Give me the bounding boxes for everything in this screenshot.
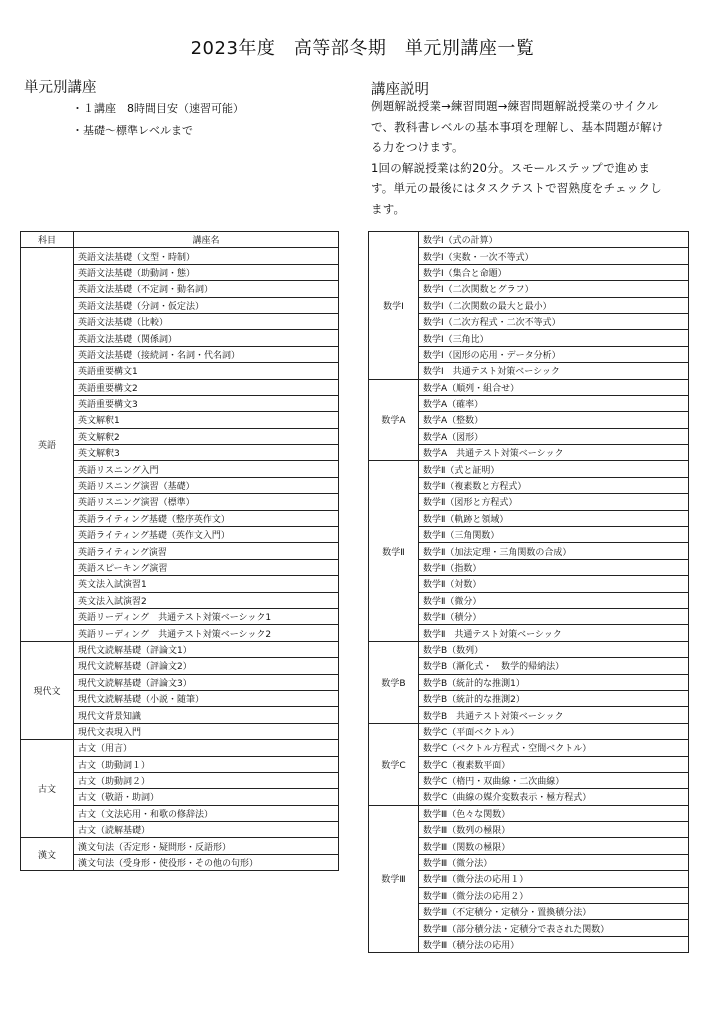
subject-cell: 数学Ⅲ bbox=[369, 805, 419, 953]
course-cell: 数学Ⅲ（微分法の応用２） bbox=[419, 887, 689, 903]
right-table-body bbox=[369, 232, 689, 953]
table-row bbox=[369, 723, 689, 739]
course-cell: 古文（文法応用・和歌の修辞法） bbox=[74, 805, 339, 821]
table-row bbox=[369, 805, 689, 821]
course-cell: 英語リスニング入門 bbox=[74, 461, 339, 477]
course-cell: 数学Ⅲ（数列の極限） bbox=[419, 822, 689, 838]
course-cell: 数学Ⅰ（二次方程式・二次不等式） bbox=[419, 313, 689, 329]
course-cell: 数学Ⅱ（指数） bbox=[419, 559, 689, 575]
course-cell: 数学Ⅰ（式の計算） bbox=[419, 232, 689, 248]
course-cell: 数学B（統計的な推測1） bbox=[419, 674, 689, 690]
course-cell: 数学B（漸化式・ 数学的帰納法） bbox=[419, 658, 689, 674]
course-cell: 英文法入試演習2 bbox=[74, 592, 339, 608]
table-row bbox=[369, 232, 689, 248]
table-row bbox=[21, 248, 339, 264]
course-cell: 英文解釈2 bbox=[74, 428, 339, 444]
table-row bbox=[21, 641, 339, 657]
course-cell: 英文解釈3 bbox=[74, 445, 339, 461]
course-cell: 英文法入試演習1 bbox=[74, 576, 339, 592]
subject-cell: 古文 bbox=[21, 740, 74, 838]
description-line: す。単元の最後にはタスクテストで習熟度をチェックし bbox=[371, 181, 662, 195]
course-cell: 漢文句法（否定形・疑問形・反語形） bbox=[74, 838, 339, 854]
course-cell: 数学B（統計的な推測2） bbox=[419, 690, 689, 706]
subject-cell: 数学A bbox=[369, 379, 419, 461]
course-cell: 英語リスニング演習（基礎） bbox=[74, 477, 339, 493]
course-cell: 数学B（数列） bbox=[419, 641, 689, 657]
course-cell: 数学Ⅰ（三角比） bbox=[419, 330, 689, 346]
course-cell: 数学A（確率） bbox=[419, 395, 689, 411]
course-cell: 漢文句法（受身形・使役形・その他の句形） bbox=[74, 854, 339, 870]
course-description bbox=[371, 96, 689, 219]
course-cell: 英語文法基礎（関係詞） bbox=[74, 330, 339, 346]
description-line: ます。 bbox=[371, 201, 406, 216]
course-cell: 英語ライティング基礎（英作文入門） bbox=[74, 527, 339, 543]
course-cell: 数学Ⅰ（実数・一次不等式） bbox=[419, 248, 689, 264]
course-cell: 英語文法基礎（比較） bbox=[74, 313, 339, 329]
course-cell: 数学A（順列・組合せ） bbox=[419, 379, 689, 395]
course-cell: 数学Ⅱ（図形と方程式） bbox=[419, 494, 689, 510]
course-cell: 英語文法基礎（助動詞・態） bbox=[74, 264, 339, 280]
course-cell: 英語重要構文2 bbox=[74, 379, 339, 395]
course-cell: 数学Ⅲ（微分法） bbox=[419, 854, 689, 870]
course-cell: 数学C（複素数平面） bbox=[419, 756, 689, 772]
subject-cell: 数学Ⅰ bbox=[369, 232, 419, 380]
table-row bbox=[369, 379, 689, 395]
course-cell: 数学Ⅱ（三角関数） bbox=[419, 527, 689, 543]
page-title: 2023年度 高等部冬期 単元別講座一覧 bbox=[190, 38, 535, 59]
course-cell: 英語リーディング 共通テスト対策ベーシック2 bbox=[74, 625, 339, 641]
description-line: 例題解説授業→練習問題→練習問題解説授業のサイクル bbox=[371, 99, 659, 113]
description-line: る力をつけます。 bbox=[371, 140, 464, 154]
course-cell: 数学Ⅱ（対数） bbox=[419, 576, 689, 592]
course-cell: 現代文読解基礎（評論文2） bbox=[74, 658, 339, 674]
course-cell: 英語リーディング 共通テスト対策ベーシック1 bbox=[74, 608, 339, 624]
course-cell: 数学Ⅲ（積分法の応用） bbox=[419, 936, 689, 952]
course-cell: 英語重要構文1 bbox=[74, 363, 339, 379]
course-cell: 英語リスニング演習（標準） bbox=[74, 494, 339, 510]
course-cell: 英語文法基礎（不定詞・動名詞） bbox=[74, 281, 339, 297]
course-cell: 数学Ⅱ（複素数と方程式） bbox=[419, 477, 689, 493]
course-header: 講座名 bbox=[74, 232, 339, 248]
description-line: で、教科書レベルの基本事項を理解し、基本問題が解け bbox=[371, 119, 664, 134]
course-cell: 数学Ⅰ（集合と命題） bbox=[419, 264, 689, 280]
course-cell: 英語文法基礎（接続詞・名詞・代名詞） bbox=[74, 346, 339, 362]
course-cell: 数学A（整数） bbox=[419, 412, 689, 428]
course-cell: 古文（助動詞１） bbox=[74, 756, 339, 772]
course-cell: 英語文法基礎（分詞・仮定法） bbox=[74, 297, 339, 313]
course-cell: 数学C（平面ベクトル） bbox=[419, 723, 689, 739]
course-cell: 英語ライティング基礎（整序英作文） bbox=[74, 510, 339, 526]
course-cell: 古文（助動詞２） bbox=[74, 772, 339, 788]
bullet-item: ・１講座 8時間目安（速習可能） bbox=[72, 102, 244, 115]
course-cell: 数学Ⅰ（二次関数の最大と最小） bbox=[419, 297, 689, 313]
course-cell: 数学Ⅱ（積分） bbox=[419, 608, 689, 624]
course-cell: 現代文背景知識 bbox=[74, 707, 339, 723]
subject-cell: 漢文 bbox=[21, 838, 74, 871]
subject-cell: 数学C bbox=[369, 723, 419, 805]
right-section-heading: 講座説明 bbox=[371, 82, 429, 98]
course-cell: 数学Ⅲ（微分法の応用１） bbox=[419, 871, 689, 887]
course-cell: 数学Ⅱ（微分） bbox=[419, 592, 689, 608]
subject-cell: 現代文 bbox=[21, 641, 74, 739]
course-cell: 英文解釈1 bbox=[74, 412, 339, 428]
left-course-table bbox=[20, 231, 339, 871]
course-cell: 数学Ⅱ 共通テスト対策ベーシック bbox=[419, 625, 689, 641]
course-cell: 古文（敬語・助詞） bbox=[74, 789, 339, 805]
course-cell: 英語文法基礎（文型・時制） bbox=[74, 248, 339, 264]
course-cell: 数学Ⅲ（色々な関数） bbox=[419, 805, 689, 821]
course-cell: 数学C（曲線の媒介変数表示・極方程式） bbox=[419, 789, 689, 805]
course-cell: 現代文表現入門 bbox=[74, 723, 339, 739]
course-cell: 数学Ⅲ（関数の極限） bbox=[419, 838, 689, 854]
bullet-item: ・基礎〜標準レベルまで bbox=[72, 124, 193, 137]
course-cell: 数学Ⅲ（不定積分・定積分・置換積分法） bbox=[419, 904, 689, 920]
course-cell: 英語ライティング演習 bbox=[74, 543, 339, 559]
course-cell: 数学A 共通テスト対策ベーシック bbox=[419, 445, 689, 461]
left-table-body bbox=[21, 248, 339, 871]
course-cell: 数学Ⅲ（部分積分法・定積分で表された関数） bbox=[419, 920, 689, 936]
course-cell: 数学Ⅱ（加法定理・三角関数の合成） bbox=[419, 543, 689, 559]
table-header-row bbox=[21, 232, 339, 248]
course-cell: 英語重要構文3 bbox=[74, 395, 339, 411]
course-cell: 数学A（図形） bbox=[419, 428, 689, 444]
course-cell: 古文（読解基礎） bbox=[74, 822, 339, 838]
course-cell: 古文（用言） bbox=[74, 740, 339, 756]
course-bullets bbox=[72, 98, 244, 142]
course-cell: 数学Ⅱ（式と証明） bbox=[419, 461, 689, 477]
course-cell: 現代文読解基礎（小説・随筆） bbox=[74, 690, 339, 706]
course-cell: 数学C（ベクトル方程式・空間ベクトル） bbox=[419, 740, 689, 756]
course-cell: 英語スピーキング演習 bbox=[74, 559, 339, 575]
left-section-heading: 単元別講座 bbox=[24, 80, 97, 96]
subject-header: 科目 bbox=[21, 232, 74, 248]
description-line: 1回の解説授業は約20分。スモールステップで進めま bbox=[371, 160, 651, 175]
course-cell: 数学Ⅱ（軌跡と領域） bbox=[419, 510, 689, 526]
subject-cell: 英語 bbox=[21, 248, 74, 641]
table-row bbox=[21, 740, 339, 756]
course-cell: 現代文読解基礎（評論文3） bbox=[74, 674, 339, 690]
subject-cell: 数学Ⅱ bbox=[369, 461, 419, 641]
course-cell: 数学Ⅰ（二次関数とグラフ） bbox=[419, 281, 689, 297]
table-row bbox=[369, 641, 689, 657]
table-row bbox=[21, 838, 339, 854]
course-cell: 数学C（楕円・双曲線・二次曲線） bbox=[419, 772, 689, 788]
course-cell: 現代文読解基礎（評論文1） bbox=[74, 641, 339, 657]
right-course-table bbox=[368, 231, 689, 953]
course-cell: 数学B 共通テスト対策ベーシック bbox=[419, 707, 689, 723]
course-cell: 数学Ⅰ 共通テスト対策ベーシック bbox=[419, 363, 689, 379]
subject-cell: 数学B bbox=[369, 641, 419, 723]
course-cell: 数学Ⅰ（図形の応用・データ分析） bbox=[419, 346, 689, 362]
table-row bbox=[369, 461, 689, 477]
